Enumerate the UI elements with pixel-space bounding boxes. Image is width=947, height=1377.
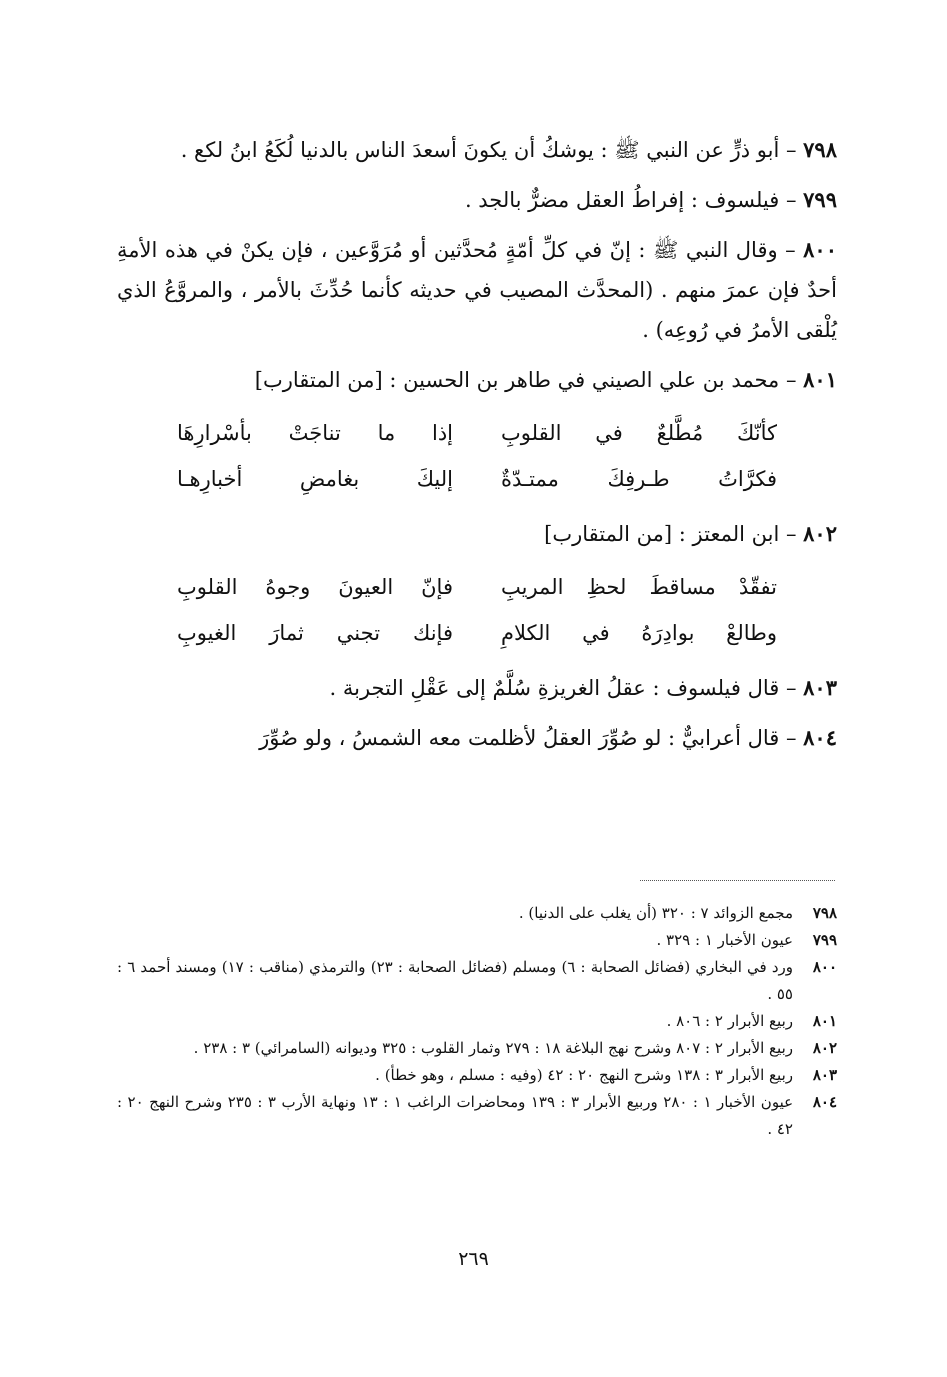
entry-text: – ابن المعتز : <box>678 522 797 546</box>
footnote-number: ٨٠٣ <box>812 1066 837 1084</box>
entry-803 <box>117 668 837 708</box>
footnote <box>117 900 837 927</box>
entry-number: ٨٠٣ <box>803 675 837 700</box>
second-hemistich: إليكَ بغامضِ أخبارِهـا <box>177 467 453 491</box>
first-hemistich: كأنّكَ مُطَّلعٌ في القلوبِ <box>501 421 777 445</box>
second-hemistich: فإنك تجني ثمارَ الغيوبِ <box>177 621 453 645</box>
entry-number: ٧٩٩ <box>803 187 837 212</box>
second-hemistich: فإنّ العيونَ وجوهُ القلوبِ <box>177 575 453 599</box>
footnote <box>117 1008 837 1035</box>
footnote-text: ربيع الأبرار ٣ : ١٣٨ وشرح النهج ٢٠ : ٤٢ (وفيه : مسلم ، وهو خطأ) . <box>375 1066 793 1084</box>
entry-number: ٨٠١ <box>803 367 837 392</box>
entry-text: – قال فيلسوف : عقلُ الغريزةِ سُلَّمٌ إلى عَقْلِ التجربة . <box>329 676 797 700</box>
footnote <box>117 927 837 954</box>
verse <box>177 610 777 656</box>
footnote-text: عيون الأخبار ١ : ٢٨٠ وربيع الأبرار ٣ : ١٣٩ ومحاضرات الراغب ١ : ١٣ ونهاية الأرب ٣ : ٢٣٥ وشرح النهج ٢٠ : ٤٢ . <box>117 1093 794 1138</box>
main-text <box>117 130 837 768</box>
footnote <box>117 954 837 1008</box>
footnote-text: مجمع الزوائد ٧ : ٣٢٠ (أن يغلب على الدنيا) . <box>518 904 793 922</box>
verse <box>177 564 777 610</box>
first-hemistich: وطالعْ بوادِرَهُ في الكلامِ <box>501 621 777 645</box>
entry-text: – فيلسوف : إفراطُ العقل مضرٌّ بالجد . <box>464 188 797 212</box>
footnote-number: ٧٩٨ <box>812 904 837 922</box>
poem-801 <box>177 410 777 502</box>
footnote-number: ٨٠١ <box>812 1012 837 1030</box>
footnote <box>117 1035 837 1062</box>
first-hemistich: فكرَّاتُ طـرفِكَ ممتـدّةٌ <box>501 467 777 491</box>
entry-800 <box>117 230 837 350</box>
entry-text: – محمد بن علي الصيني في طاهر بن الحسين : <box>389 368 797 392</box>
entry-804 <box>117 718 837 758</box>
footnote-text: ربيع الأبرار ٢ : ٨٠٦ . <box>666 1012 793 1030</box>
footnote-number: ٨٠٠ <box>812 958 837 976</box>
entry-number: ٨٠٠ <box>803 237 837 262</box>
entry-799 <box>117 180 837 220</box>
entry-number: ٨٠٢ <box>803 521 837 546</box>
footnote-number: ٨٠٤ <box>812 1093 837 1111</box>
poem-802 <box>177 564 777 656</box>
entry-798 <box>117 130 837 170</box>
footnote-text: ربيع الأبرار ٢ : ٨٠٧ وشرح نهج البلاغة ١٨ : ٢٧٩ وثمار القلوب : ٣٢٥ وديوانه (السامرائي) ٣ : ٢٣٨ . <box>193 1039 793 1057</box>
footnotes <box>117 900 837 1143</box>
entry-number: ٧٩٨ <box>803 137 837 162</box>
footnote-text: ورد في البخاري (فضائل الصحابة : ٦) ومسلم (فضائل الصحابة : ٢٣) والترمذي (مناقب : ١٧) ومسند أحمد ٦ : ٥٥ . <box>117 958 793 1003</box>
entry-text: – وقال النبي ﷺ : إنّ في كلِّ أمّةٍ مُحدَّثين أو مُرَوَّعين ، فإن يكنْ في هذه الأمةِ أحدٌ فإن عمرَ منهم . (المحدَّث المصيب في حديثه كأنما حُدِّثَ بالأمر ، والمروَّعُ الذي يُلْقى الأمرُ في رُوعِه) . <box>117 238 837 342</box>
page-number: ٢٦٩ <box>458 1248 489 1270</box>
footnote-text: عيون الأخبار ١ : ٣٢٩ . <box>656 931 793 949</box>
entry-number: ٨٠٤ <box>803 725 837 750</box>
meter-label: [من المتقارب] <box>254 368 383 392</box>
footnote-number: ٨٠٢ <box>812 1039 837 1057</box>
meter-label: [من المتقارب] <box>544 522 673 546</box>
entry-801 <box>117 360 837 400</box>
first-hemistich: تفقّدْ مساقطَ لحظِ المريبِ <box>501 575 777 599</box>
verse <box>177 456 777 502</box>
footnote-number: ٧٩٩ <box>812 931 837 949</box>
footnote <box>117 1062 837 1089</box>
entry-text: – أبو ذرٍّ عن النبي ﷺ : يوشكُ أن يكونَ أسعدَ الناس بالدنيا لُكَعُ ابنُ لكع . <box>180 138 797 162</box>
entry-text: – قال أعرابيٌّ : لو صُوِّرَ العقلُ لأظلمت معه الشمسُ ، ولو صُوِّرَ <box>259 726 797 750</box>
footnote-separator <box>640 880 835 881</box>
entry-802 <box>117 514 837 554</box>
footnote <box>117 1089 837 1143</box>
verse <box>177 410 777 456</box>
second-hemistich: إذا ما تناجَتْ بأسْرارِهَا <box>177 421 453 445</box>
